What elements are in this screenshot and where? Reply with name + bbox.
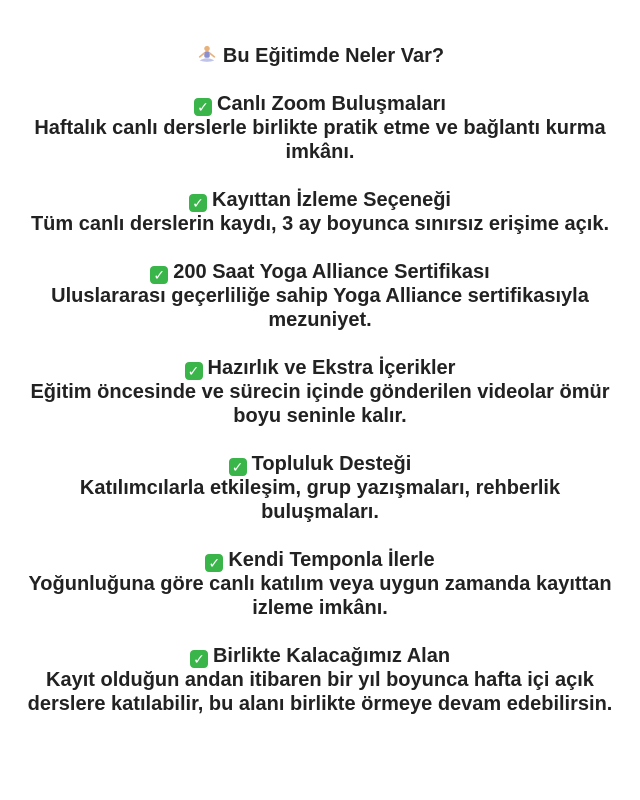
feature-description: Kayıt olduğun andan itibaren bir yıl boyunca hafta içi açık derslere katılabilir, bu alanı birlikte örmeye devam edebilirsin. xyxy=(27,669,613,715)
check-mark-button-icon: ✓ xyxy=(150,266,168,284)
page-heading-text: Bu Eğitimde Neler Var? xyxy=(222,45,445,67)
check-mark-button-icon: ✓ xyxy=(194,98,212,116)
feature-section-1 xyxy=(24,92,616,164)
feature-description: Tüm canlı derslerin kaydı, 3 ay boyunca sınırsız erişime açık. xyxy=(30,213,610,235)
check-mark-button-icon: ✓ xyxy=(229,458,247,476)
feature-section-2 xyxy=(24,188,616,236)
feature-description: Uluslararası geçerliliğe sahip Yoga Alliance sertifikasıyla mezuniyet. xyxy=(51,285,589,331)
feature-description: Haftalık canlı derslerle birlikte pratik etme ve bağlantı kurma imkânı. xyxy=(34,117,606,163)
page-heading xyxy=(24,44,616,68)
check-mark-button-icon: ✓ xyxy=(189,194,207,212)
feature-title-text: Kayıttan İzleme Seçeneği xyxy=(212,189,451,211)
feature-section-4 xyxy=(24,356,616,428)
check-mark-button-icon: ✓ xyxy=(205,554,223,572)
feature-title xyxy=(24,92,616,116)
feature-description: Yoğunluğuna göre canlı katılım veya uygun zamanda kayıttan izleme imkânı. xyxy=(28,573,612,619)
feature-description: Katılımcılarla etkileşim, grup yazışmaları, rehberlik buluşmaları. xyxy=(79,477,561,523)
feature-title-text: Kendi Temponla İlerle xyxy=(228,549,435,571)
feature-section-3 xyxy=(24,260,616,332)
check-mark-button-icon: ✓ xyxy=(190,650,208,668)
person-in-lotus-position-icon xyxy=(196,44,218,66)
feature-title xyxy=(24,356,616,380)
feature-title-text: Topluluk Desteği xyxy=(251,453,412,475)
feature-section-7 xyxy=(24,644,616,716)
feature-title xyxy=(24,260,616,284)
feature-section-6 xyxy=(24,548,616,620)
check-mark-button-icon: ✓ xyxy=(185,362,203,380)
feature-title xyxy=(24,644,616,668)
feature-title-text: Hazırlık ve Ekstra İçerikler xyxy=(207,357,456,379)
feature-title-text: 200 Saat Yoga Alliance Sertifikası xyxy=(173,261,490,283)
feature-description: Eğitim öncesinde ve sürecin içinde gönderilen videolar ömür boyu seninle kalır. xyxy=(30,381,610,427)
feature-title xyxy=(24,188,616,212)
feature-title xyxy=(24,452,616,476)
feature-title xyxy=(24,548,616,572)
feature-title-text: Canlı Zoom Buluşmaları xyxy=(217,93,446,115)
feature-section-5 xyxy=(24,452,616,524)
feature-title-text: Birlikte Kalacağımız Alan xyxy=(212,645,451,667)
